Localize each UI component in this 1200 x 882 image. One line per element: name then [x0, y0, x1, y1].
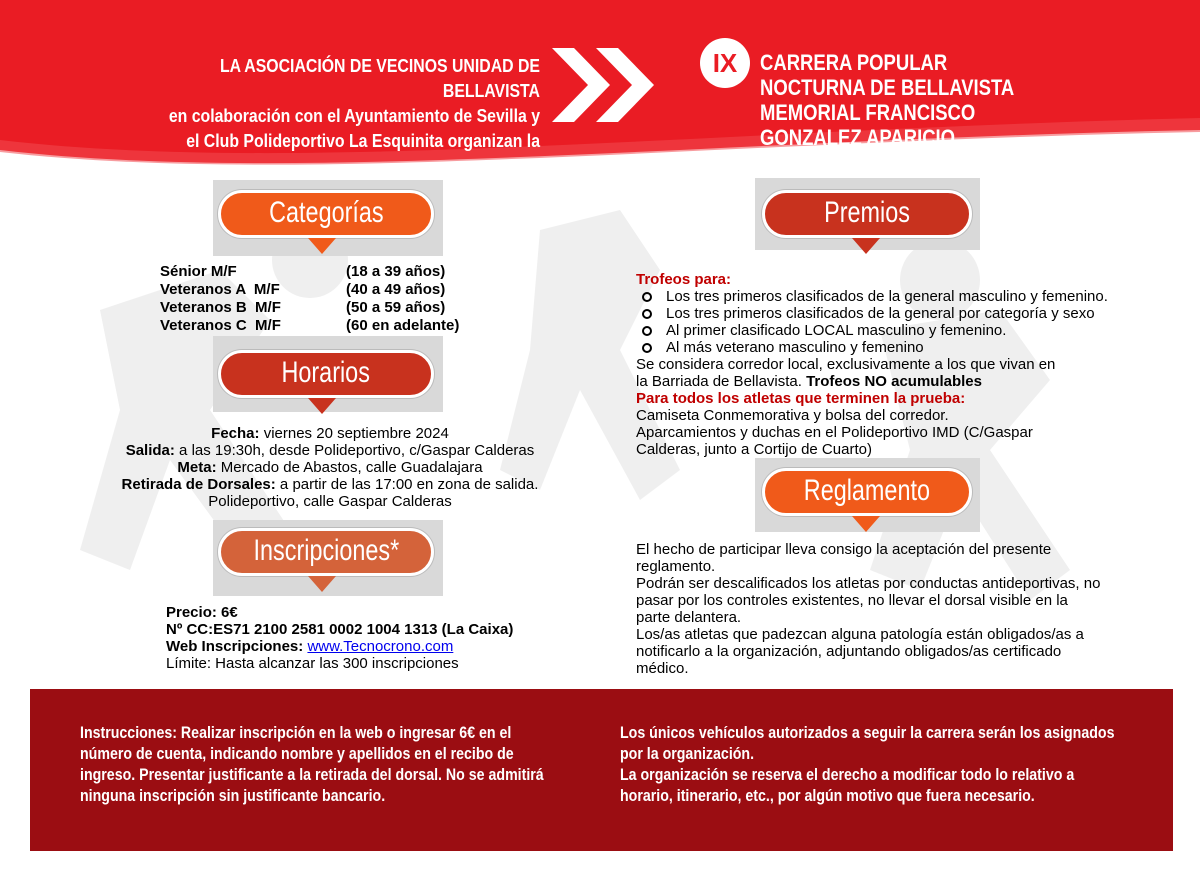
no-acumulables: Trofeos NO acumulables	[806, 373, 982, 390]
reglamento-line: Los/as atletas que padezcan alguna patología están obligados/as a	[636, 626, 1084, 643]
bullet-circle-icon	[642, 292, 652, 302]
categorias-heading-text: Categorías	[268, 196, 384, 229]
categorias-heading	[218, 190, 434, 238]
salida-line	[100, 442, 560, 459]
premios-heading-tail	[852, 238, 880, 254]
limite-line: Límite: Hasta alcanzar las 300 inscripciones	[166, 655, 459, 672]
aparcamientos-line-1: Aparcamientos y duchas en el Polideportivo IMD (C/Gaspar	[636, 424, 1033, 441]
fecha-value: viernes 20 septiembre 2024	[259, 425, 449, 442]
local-text: la Barriada de Bellavista.	[636, 373, 807, 390]
fecha-line	[100, 425, 560, 442]
reglamento-line: médico.	[636, 660, 689, 677]
salida-label: Salida:	[125, 442, 175, 459]
reglamento-line: parte delantera.	[636, 609, 742, 626]
double-chevron-right-icon	[548, 40, 660, 130]
premios-heading	[762, 190, 972, 238]
categoria-row	[160, 317, 480, 335]
instrucciones-line: ninguna inscripción sin justificante bancario.	[80, 787, 386, 805]
vehiculos-line: por la organización.	[620, 745, 755, 763]
organizers-line: en colaboración con el Ayuntamiento de Sevilla y	[168, 106, 540, 126]
categoria-name: Veteranos A M/F	[160, 281, 280, 298]
vehiculos-line: La organización se reserva el derecho a modificar todo lo relativo a	[620, 766, 1075, 784]
retirada-label: Retirada de Dorsales:	[121, 476, 276, 493]
bullet-circle-icon	[642, 343, 652, 353]
retirada-line-2: Polideportivo, calle Gaspar Calderas	[208, 493, 452, 510]
trofeo-text: Al más veterano masculino y femenino	[666, 339, 924, 356]
salida-value: a las 19:30h, desde Polideportivo, c/Gaspar Calderas	[174, 442, 535, 459]
categorias-heading-tail	[308, 238, 336, 254]
categoria-name: Veteranos C M/F	[160, 317, 281, 334]
premios-details	[636, 271, 1156, 458]
web-line	[166, 638, 586, 655]
reglamento-heading-tail	[852, 516, 880, 532]
categoria-ages: (50 a 59 años)	[346, 299, 446, 316]
tecnocrono-link[interactable]: www.Tecnocrono.com	[307, 638, 454, 655]
local-line-1: Se considera corredor local, exclusivamente a los que vivan en	[636, 356, 1056, 373]
reglamento-line: El hecho de participar lleva consigo la aceptación del presente	[636, 541, 1052, 558]
inscripciones-heading	[218, 528, 434, 576]
fecha-label: Fecha:	[211, 425, 260, 442]
organizers-line: el Club Polideportivo La Esquinita organizan la	[186, 131, 540, 151]
trofeo-bullet	[636, 288, 1156, 305]
vehiculos-line: Los únicos vehículos autorizados a seguir la carrera serán los asignados	[620, 724, 1115, 742]
trofeos-heading: Trofeos para:	[636, 271, 732, 288]
categorias-list	[160, 263, 480, 335]
categoria-ages: (18 a 39 años)	[346, 263, 446, 280]
organizers-line: LA ASOCIACIÓN DE VECINOS UNIDAD DE BELLAVISTA	[219, 56, 540, 101]
vehiculos-text	[620, 723, 1136, 807]
reglamento-line: Podrán ser descalificados los atletas por conductas antideportivas, no	[636, 575, 1101, 592]
reglamento-heading	[762, 468, 972, 516]
reglamento-line: pasar por los controles existentes, no llevar el dorsal visible en la	[636, 592, 1068, 609]
trofeo-text: Los tres primeros clasificados de la general por categoría y sexo	[666, 305, 1095, 322]
categoria-row	[160, 281, 480, 299]
instrucciones-text	[80, 723, 562, 807]
race-title-line: NOCTURNA DE BELLAVISTA	[760, 75, 1015, 100]
inscripciones-heading-tail	[308, 576, 336, 592]
web-label: Web Inscripciones:	[166, 638, 308, 655]
todos-heading: Para todos los atletas que terminen la prueba:	[636, 390, 966, 407]
categoria-row	[160, 263, 480, 281]
aparcamientos-line-2: Calderas, junto a Cortijo de Cuarto)	[636, 441, 872, 458]
instrucciones-line: Instrucciones: Realizar inscripción en la web o ingresar 6€ en el	[80, 724, 512, 742]
meta-value: Mercado de Abastos, calle Guadalajara	[216, 459, 483, 476]
horarios-heading-tail	[308, 398, 336, 414]
categoria-ages: (40 a 49 años)	[346, 281, 446, 298]
precio-line: Precio: 6€	[166, 604, 238, 621]
categoria-ages: (60 en adelante)	[346, 317, 460, 334]
categoria-row	[160, 299, 480, 317]
inscripciones-heading-text: Inscripciones*	[253, 534, 399, 567]
trofeo-text: Al primer clasificado LOCAL masculino y femenino.	[666, 322, 1007, 339]
organizers-text	[135, 54, 540, 154]
race-title-line: MEMORIAL FRANCISCO	[760, 100, 976, 125]
instrucciones-line: ingreso. Presentar justificante a la retirada del dorsal. No se admitirá	[80, 766, 544, 784]
footer-banner	[30, 689, 1173, 851]
reglamento-line: reglamento.	[636, 558, 716, 575]
trofeo-text: Los tres primeros clasificados de la general masculino y femenino.	[666, 288, 1108, 305]
premios-heading-text: Premios	[824, 196, 910, 229]
trofeo-bullet	[636, 339, 1156, 356]
horarios-heading	[218, 350, 434, 398]
trofeo-bullet	[636, 322, 1156, 339]
race-title-line: GONZALEZ APARICIO ‘PAQUILLO’	[760, 125, 956, 175]
race-title-line: CARRERA POPULAR	[760, 50, 948, 75]
edition-badge: IX	[700, 38, 750, 88]
reglamento-details	[636, 541, 1156, 677]
horarios-heading-text: Horarios	[281, 356, 371, 389]
reglamento-heading-text: Reglamento	[803, 474, 931, 507]
vehiculos-line: horario, itinerario, etc., por algún motivo que fuera necesario.	[620, 787, 1035, 805]
camiseta-line: Camiseta Conmemorativa y bolsa del corredor.	[636, 407, 949, 424]
meta-line	[100, 459, 560, 476]
horarios-details	[100, 425, 560, 510]
retirada-value: a partir de las 17:00 en zona de salida.	[275, 476, 539, 493]
trofeo-bullet	[636, 305, 1156, 322]
bullet-circle-icon	[642, 309, 652, 319]
categoria-name: Veteranos B M/F	[160, 299, 281, 316]
cuenta-line: Nº CC:ES71 2100 2581 0002 1004 1313 (La Caixa)	[166, 621, 514, 638]
instrucciones-line: número de cuenta, indicando nombre y apellidos en el recibo de	[80, 745, 514, 763]
categoria-name: Sénior M/F	[160, 263, 237, 280]
retirada-line	[100, 476, 560, 493]
reglamento-line: notificarlo a la organización, adjuntando obligados/as certificado	[636, 643, 1062, 660]
local-line-2	[636, 373, 1156, 390]
inscripciones-details	[166, 604, 586, 672]
bullet-circle-icon	[642, 326, 652, 336]
meta-label: Meta:	[177, 459, 217, 476]
